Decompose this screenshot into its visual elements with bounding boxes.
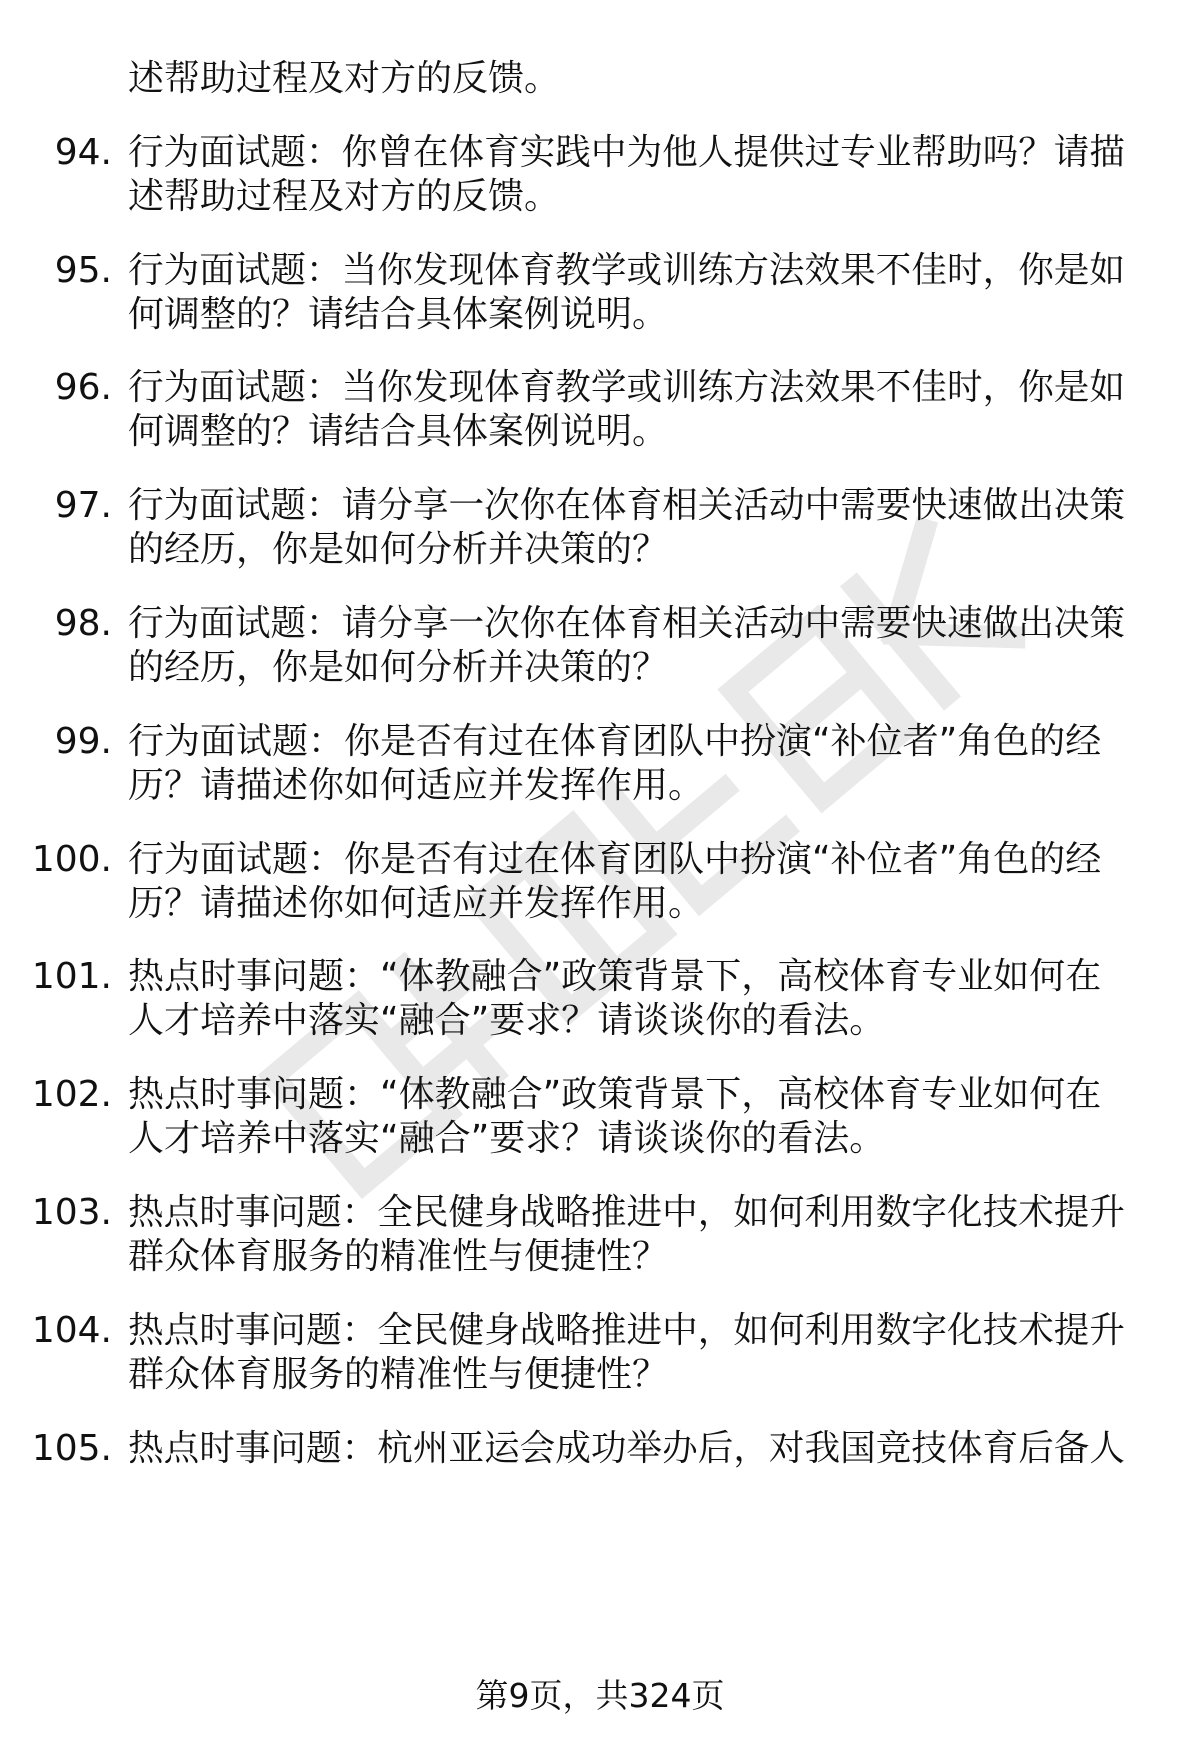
question-text-line: 行为面试题：你是否有过在体育团队中扮演“补位者”角色的经: [128, 721, 1102, 762]
question-text-line: 行为面试题：你曾在体育实践中为他人提供过专业帮助吗？请描: [128, 132, 1126, 173]
question-text-line: 何调整的？请结合具体案例说明。: [128, 411, 669, 452]
question-number: 100.: [31, 839, 112, 880]
question-text-line: 热点时事问题：全民健身战略推进中，如何利用数字化技术提升: [128, 1192, 1126, 1233]
question-text-line: 述帮助过程及对方的反馈。: [128, 176, 561, 217]
question-text-line: 热点时事问题：“体教融合”政策背景下，高校体育专业如何在: [128, 1074, 1102, 1115]
question-number: 105.: [31, 1428, 112, 1469]
question-text-line: 何调整的？请结合具体案例说明。: [128, 294, 669, 335]
question-text-line: 历？请描述你如何适应并发挥作用。: [128, 765, 705, 806]
question-text-line: 的经历，你是如何分析并决策的？: [128, 529, 669, 570]
question-number: 95.: [54, 250, 112, 291]
question-text-line: 热点时事问题：杭州亚运会成功举办后，对我国竞技体育后备人: [128, 1428, 1126, 1469]
question-text-line: 行为面试题：当你发现体育教学或训练方法效果不佳时，你是如: [128, 250, 1126, 291]
page-footer: 第9页，共324页: [475, 1676, 725, 1715]
question-text-line: 人才培养中落实“融合”要求？请谈谈你的看法。: [128, 1000, 886, 1041]
question-text-line: 行为面试题：当你发现体育教学或训练方法效果不佳时，你是如: [128, 367, 1126, 408]
question-text-line: 行为面试题：请分享一次你在体育相关活动中需要快速做出决策: [128, 603, 1126, 644]
question-text-line: 行为面试题：你是否有过在体育团队中扮演“补位者”角色的经: [128, 839, 1102, 880]
question-text-line: 热点时事问题：全民健身战略推进中，如何利用数字化技术提升: [128, 1310, 1126, 1351]
question-number: 98.: [54, 603, 112, 644]
continuation-text: 述帮助过程及对方的反馈。: [128, 58, 561, 99]
question-number: 94.: [54, 132, 112, 173]
question-text-line: 历？请描述你如何适应并发挥作用。: [128, 883, 705, 924]
question-number: 99.: [54, 721, 112, 762]
question-text-line: 热点时事问题：“体教融合”政策背景下，高校体育专业如何在: [128, 956, 1102, 997]
question-text-line: 群众体育服务的精准性与便捷性？: [128, 1354, 669, 1395]
question-text-line: 的经历，你是如何分析并决策的？: [128, 647, 669, 688]
question-number: 102.: [31, 1074, 112, 1115]
question-number: 103.: [31, 1192, 112, 1233]
question-number: 97.: [54, 485, 112, 526]
question-text-line: 行为面试题：请分享一次你在体育相关活动中需要快速做出决策: [128, 485, 1126, 526]
question-number: 101.: [31, 956, 112, 997]
question-number: 96.: [54, 367, 112, 408]
question-text-line: 群众体育服务的精准性与便捷性？: [128, 1236, 669, 1277]
question-text-line: 人才培养中落实“融合”要求？请谈谈你的看法。: [128, 1118, 886, 1159]
question-number: 104.: [31, 1310, 112, 1351]
